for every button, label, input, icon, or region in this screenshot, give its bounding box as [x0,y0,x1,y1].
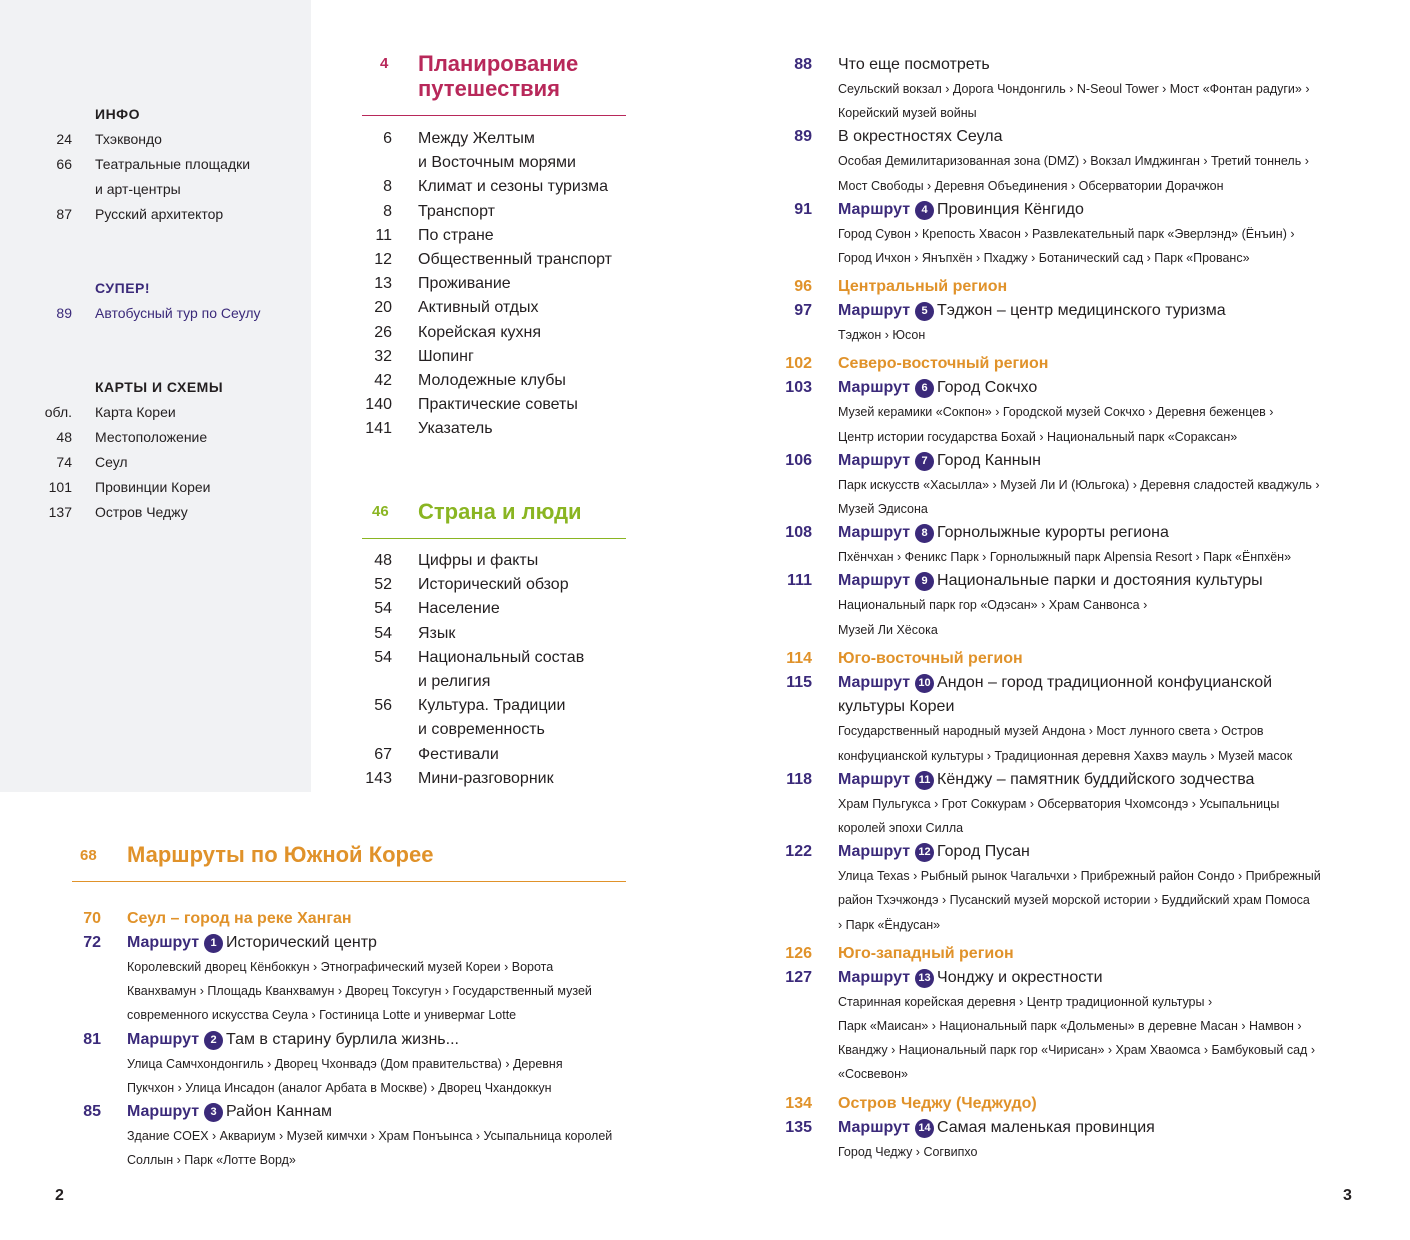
toc-item-label: Указатель [418,420,493,438]
entry-title: Что еще посмотреть [838,56,990,73]
route-stops: Пхёнчхан › Феникс Парк › Горнолыжный парк Alpensia Resort › Парк «Ёнпхён» [838,550,1292,565]
entry-page-number: 126 [785,944,812,962]
route-number-badge: 9 [915,572,934,591]
toc-item-number: 54 [374,600,392,618]
planning-title-line1: Планирование [418,51,579,76]
route-title: Исторический центр [226,934,377,951]
toc-item-number: 52 [374,576,392,594]
entry-page-number: 91 [794,200,812,218]
region-heading [127,907,352,931]
route-number-badge: 2 [204,1031,223,1050]
sidebar-item-label: Автобусный тур по Сеулу [95,305,261,321]
region-title: Юго-западный регион [838,944,1014,962]
entry-page-number: 72 [83,934,101,951]
country-page-number: 46 [372,503,389,520]
route-title: Самая маленькая провинция [937,1118,1155,1136]
route-title: Провинция Кёнгидо [937,200,1084,218]
route-label: Маршрут [838,379,911,397]
right-page-number: 3 [1343,1187,1352,1204]
route-stops: современного искусства Сеула › Гостиница Lotte и универмаг Lotte [127,1008,517,1023]
route-stops: Кванхвамун › Площадь Кванхвамун › Дворец Токсугун › Государственный музей [127,984,592,999]
planning-page-number: 4 [380,55,389,72]
route-stops: Соллын › Парк «Лотте Ворд» [127,1153,296,1168]
left-page-number: 2 [55,1187,64,1204]
sidebar-item-number: 137 [48,504,72,520]
entry-page-number: 89 [794,128,812,146]
route-heading [838,671,1272,695]
route-number-badge: 5 [915,302,934,321]
entry-page-number: 96 [794,278,812,296]
entry-page-number: 122 [785,843,812,861]
sidebar-item-number: обл. [44,404,72,420]
route-heading [838,125,1002,149]
country-title: Страна и люди [418,499,582,524]
route-title: Тэджон – центр медицинского туризма [937,302,1226,320]
route-stops: › Парк «Ёндусан» [838,917,941,932]
route-heading [127,931,377,955]
routes-title: Маршруты по Южной Корее [127,842,434,867]
route-number-badge: 12 [915,843,934,862]
region-heading [838,647,1023,671]
route-title: Национальные парки и достояния культуры [937,572,1263,590]
region-heading [838,275,1007,299]
route-number-badge: 7 [915,452,934,471]
route-stops: Улица Texas › Рыбный рынок Чагальчхи › Прибрежный район Сондо › Прибрежный [838,869,1321,884]
route-stops: Здание COEX › Аквариум › Музей кимчхи › Храм Понъынса › Усыпальница королей [127,1129,613,1143]
route-stops: Город Ичхон › Янъпхён › Пхаджу › Ботанический сад › Парк «Прованс» [838,251,1250,265]
toc-item-label: Исторический обзор [418,576,569,594]
toc-item-label: Между Желтым [418,130,535,147]
sidebar-item-label: Русский архитектор [95,206,224,222]
toc-item-label: Климат и сезоны туризма [418,178,609,196]
entry-page-number: 108 [785,524,812,542]
route-number-badge: 3 [204,1103,223,1122]
route-stops: Город Сувон › Крепость Хвасон › Развлекательный парк «Эверлэнд» (Ёнъин) › [838,226,1295,241]
route-label: Маршрут [127,1103,200,1120]
entry-page-number: 88 [794,56,812,73]
entry-page-number: 81 [83,1030,101,1048]
route-label: Маршрут [838,673,911,691]
route-label: Маршрут [838,968,911,986]
toc-item-label: Транспорт [418,202,495,220]
sidebar-item-number: 74 [56,454,72,470]
route-title: Город Сокчхо [937,379,1038,397]
route-label: Маршрут [838,200,911,218]
toc-item-label: Цифры и факты [418,552,539,569]
toc-item-number: 8 [383,178,392,196]
toc-item-label: и религия [418,673,491,690]
planning-title-line2: путешествия [418,76,560,101]
toc-item-number: 54 [374,624,392,642]
route-title: Район Каннам [226,1103,332,1120]
entry-page-number: 97 [794,302,812,320]
route-stops: Корейский музей войны [838,106,977,121]
route-title: Там в старину бурлила жизнь... [226,1030,459,1048]
toc-item-number: 12 [374,251,392,268]
route-stops: королей эпохи Силла [838,820,964,835]
entry-page-number: 85 [83,1103,101,1120]
route-stops: Кванджу › Национальный парк гор «Чирисан» › Храм Хваомса › Бамбуковый сад › [838,1043,1315,1058]
sidebar-item-label: и арт-центры [95,181,181,197]
route-title: Чонджу и окрестности [937,968,1103,986]
route-number-badge: 14 [915,1119,934,1138]
super-title: СУПЕР! [95,280,151,296]
toc-item-label: Проживание [418,275,511,293]
route-stops: Государственный народный музей Андона › Мост лунного света › Остров [838,724,1264,739]
region-heading [838,942,1014,966]
route-title: Кёнджу – памятник буддийского зодчества [937,770,1255,788]
route-stops: Особая Демилитаризованная зона (DMZ) › Вокзал Имджинган › Третий тоннель › [838,154,1309,169]
sidebar-item-label: Остров Чеджу [95,504,188,520]
entry-page-number: 103 [785,379,812,397]
route-stops: Национальный парк гор «Одэсан» › Храм Санвонса › [838,598,1148,613]
sidebar-item-number: 89 [56,305,72,321]
toc-item-number: 140 [365,396,392,414]
toc-item-number: 141 [365,420,392,438]
toc-item-number: 6 [383,130,392,147]
region-heading [838,1092,1037,1116]
route-heading [838,53,990,77]
routes-page-number: 68 [80,847,97,864]
route-heading [838,1116,1155,1140]
route-heading [838,569,1263,593]
sidebar-item-number: 24 [56,131,72,147]
route-stops: Центр истории государства Бохай › Национальный парк «Сораксан» [838,429,1238,444]
toc-item-label: Корейская кухня [418,323,541,341]
route-heading [838,521,1169,545]
toc-item-number: 8 [383,202,392,220]
route-label: Маршрут [127,934,200,951]
route-stops: Тэджон › Юсон [838,328,926,343]
sidebar-item-label: Театральные площадки [95,156,251,172]
toc-item-label: и современность [418,721,545,739]
toc-item-label: По стране [418,226,494,244]
toc-item-label: и Восточным морями [418,154,576,172]
sidebar-item-label: Местоположение [95,429,208,445]
toc-item-label: Фестивали [418,745,499,763]
region-title: Остров Чеджу (Чеджудо) [838,1094,1037,1112]
route-heading [127,1100,332,1124]
route-stops: Сеульский вокзал › Дорога Чондонгиль › N-Seoul Tower › Мост «Фонтан радуги» › [838,82,1310,96]
toc-item-number: 20 [374,299,392,317]
toc-item-number: 67 [374,745,392,763]
route-stops: Парк «Маисан» › Национальный парк «Дольмены» в деревне Масан › Намвон › [838,1018,1302,1033]
route-heading [838,449,1041,473]
toc-item-number: 42 [374,372,392,389]
route-heading [838,840,1030,864]
entry-page-number: 135 [785,1118,812,1136]
sidebar-item-label: Тхэквондо [95,131,162,147]
toc-item-label: Национальный состав [418,648,585,666]
region-title: Северо-восточный регион [838,355,1049,373]
route-number-badge: 6 [915,379,934,398]
entry-page-number: 118 [786,770,812,788]
sidebar-item-label: Карта Кореи [95,404,176,420]
route-label: Маршрут [127,1030,200,1048]
entry-page-number: 114 [786,649,812,667]
sidebar-item-label: Сеул [95,454,128,470]
route-heading [127,1028,459,1052]
maps-title: КАРТЫ И СХЕМЫ [95,379,224,395]
route-title: Город Каннын [937,451,1041,469]
region-title: Сеул – город на реке Ханган [127,910,352,927]
toc-item-label: Практические советы [418,396,578,414]
route-label: Маршрут [838,451,911,469]
info-title: ИНФО [95,106,141,122]
region-heading [838,352,1048,376]
toc-item-label: Язык [418,624,456,642]
region-title: Центральный регион [838,278,1008,296]
route-heading [838,198,1084,222]
route-title-continued: культуры Кореи [838,697,955,715]
toc-item-number: 13 [374,275,392,293]
entry-page-number: 106 [785,451,812,469]
route-number-badge: 11 [915,771,934,790]
route-stops: Город Чеджу › Согвипхо [838,1144,978,1159]
toc-item-label: Культура. Традиции [418,697,566,715]
sidebar-item-label: Провинции Кореи [95,479,211,495]
entry-page-number: 70 [83,910,101,927]
toc-item-number: 143 [365,769,392,787]
route-title: Андон – город традиционной конфуцианской [937,673,1273,691]
toc-item-label: Активный отдых [418,299,539,317]
route-stops: Музей керамики «Сокпон» › Городской музей Сокчхо › Деревня беженцев › [838,405,1274,420]
entry-page-number: 102 [785,355,812,373]
entry-title: В окрестностях Сеула [838,128,1003,146]
toc-item-label: Население [418,600,500,618]
route-stops: «Сосвевон» [838,1067,908,1082]
entry-page-number: 115 [786,673,812,691]
route-heading [838,966,1103,990]
sidebar-panel [0,0,311,792]
toc-item-number: 32 [374,347,392,365]
entry-page-number: 111 [787,572,812,590]
route-stops: Храм Пульгукса › Грот Соккурам › Обсерватория Чхомсондэ › Усыпальницы [838,796,1280,811]
toc-item-number: 56 [374,697,392,715]
route-stops: Мост Свободы › Деревня Объединения › Обсерватории Дорачжон [838,178,1224,193]
route-title: Горнолыжные курорты региона [937,524,1169,542]
routes-rule [72,881,626,882]
sidebar-item-number: 48 [56,429,72,445]
route-stops: Старинная корейская деревня › Центр традиционной культуры › [838,994,1213,1009]
sidebar-item-number: 66 [56,156,72,172]
sidebar-item-number: 87 [56,206,72,222]
route-stops: район Тхэчжондэ › Пусанский музей морской истории › Буддийский храм Помоса [838,893,1310,908]
route-stops: Музей Эдисона [838,502,928,516]
route-stops: Улица Самчхондонгиль › Дворец Чхонвадэ (Дом правительства) › Деревня [127,1056,563,1071]
route-number-badge: 8 [915,524,934,543]
entry-page-number: 127 [785,968,812,986]
route-label: Маршрут [838,524,911,542]
route-stops: Пукчхон › Улица Инсадон (аналог Арбата в Москве) › Дворец Чхандоккун [127,1080,552,1095]
toc-item-label: Шопинг [418,347,474,365]
toc-item-label: Молодежные клубы [418,372,566,389]
entry-page-number: 134 [785,1094,812,1112]
route-stops: Музей Ли Хёсока [838,622,938,637]
route-stops: Королевский дворец Кёнбоккун › Этнографический музей Кореи › Ворота [127,960,554,974]
route-number-badge: 1 [204,934,223,953]
toc-item-number: 11 [375,226,392,244]
toc-item-number: 26 [374,323,392,341]
route-label: Маршрут [838,572,911,590]
country-rule [362,538,626,539]
route-label: Маршрут [838,302,911,320]
route-heading [838,768,1254,792]
planning-rule [362,115,626,116]
region-title: Юго-восточный регион [838,649,1023,667]
route-label: Маршрут [838,843,911,861]
route-label: Маршрут [838,770,911,788]
toc-item-number: 48 [374,552,392,569]
route-title: Город Пусан [937,843,1030,861]
route-heading [838,299,1226,323]
route-label: Маршрут [838,1118,911,1136]
toc-item-label: Общественный транспорт [418,251,612,268]
route-number-badge: 13 [915,969,934,988]
toc-item-number: 54 [374,648,392,666]
sidebar-item-number: 101 [48,479,72,495]
route-number-badge: 10 [915,674,934,693]
route-stops: конфуцианской культуры › Традиционная деревня Хахвэ мауль › Музей масок [838,748,1293,763]
route-heading [838,376,1037,400]
route-number-badge: 4 [915,201,934,220]
route-stops: Парк искусств «Хасылла» › Музей Ли И (Юльгока) › Деревня сладостей кваджуль › [838,477,1320,492]
toc-item-label: Мини-разговорник [418,769,554,787]
